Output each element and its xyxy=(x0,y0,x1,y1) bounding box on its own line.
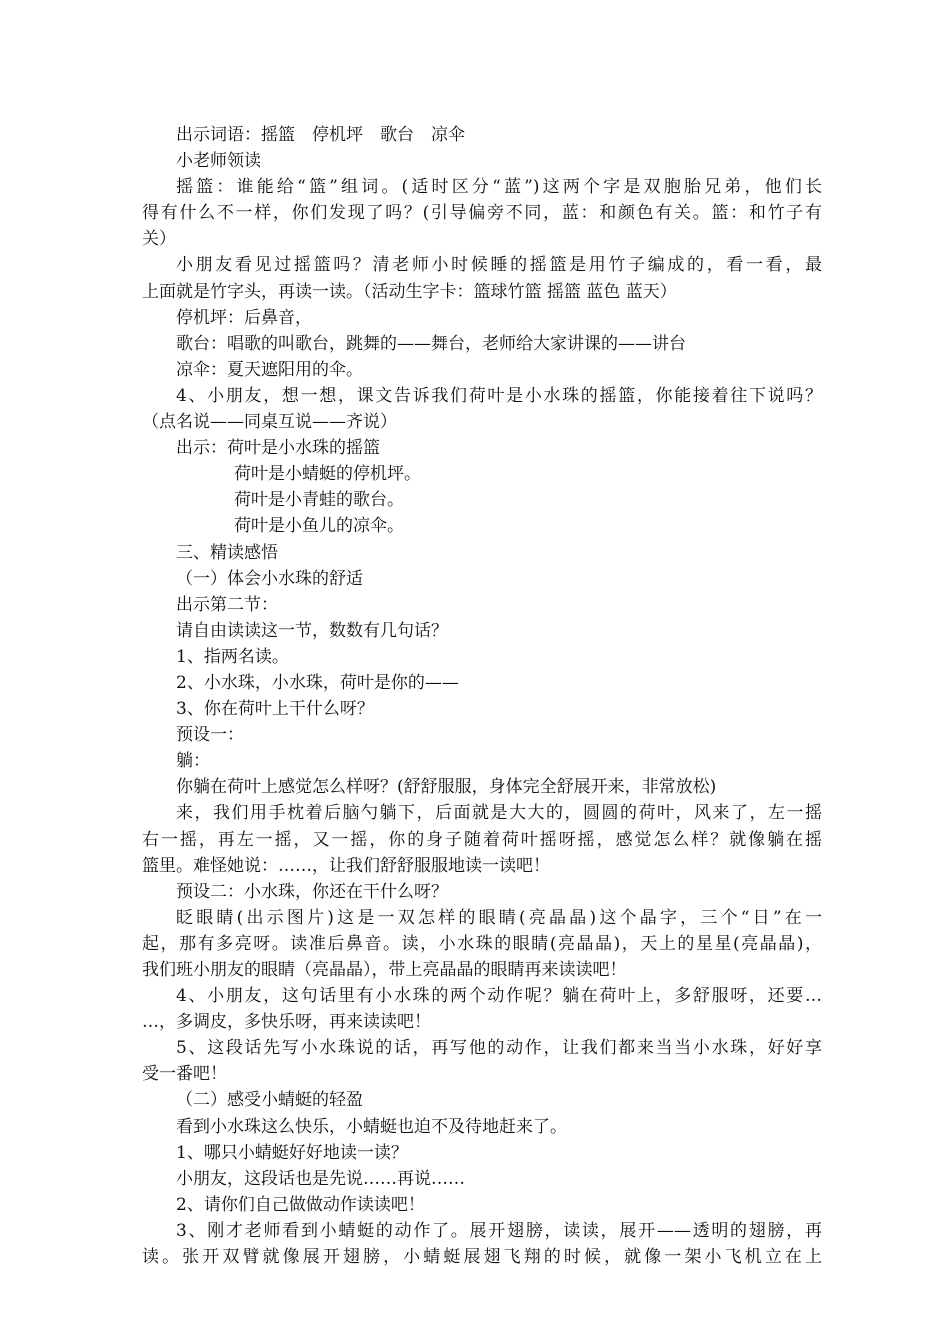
text-line: 小朋友看见过摇篮吗？清老师小时候睡的摇篮是用竹子编成的，看一看，最 xyxy=(176,255,822,276)
text-line: 荷叶是小蜻蜓的停机坪。 xyxy=(234,464,421,485)
text-line: 停机坪：后鼻音， xyxy=(176,307,312,328)
text-line: 起，那有多亮呀。读准后鼻音。读，小水珠的眼睛(亮晶晶)，天上的星星(亮晶晶)， xyxy=(142,933,822,954)
text-line: 读。张开双臂就像展开翅膀，小蜻蜓展翅飞翔的时候，就像一架小飞机立在上 xyxy=(142,1247,822,1268)
text-line: 篮里。难怪她说：……，让我们舒舒服服地读一读吧！ xyxy=(142,855,550,876)
text-line: 来，我们用手枕着后脑勺躺下，后面就是大大的，圆圆的荷叶，风来了，左一摇 xyxy=(176,803,822,824)
text-line: 2、小水珠，小水珠，荷叶是你的—— xyxy=(176,672,459,693)
text-line: 预设一： xyxy=(176,725,244,746)
subsection-heading: （一）体会小水珠的舒适 xyxy=(176,568,363,589)
section-heading: 三、精读感悟 xyxy=(176,542,278,563)
text-line: 凉伞：夏天遮阳用的伞。 xyxy=(176,359,363,380)
text-line: 得有什么不一样，你们发现了吗？(引导偏旁不同，蓝：和颜色有关。篮：和竹子有 xyxy=(142,203,822,224)
text-line: 受一番吧！ xyxy=(142,1064,227,1085)
text-line: 5、这段话先写小水珠说的话，再写他的动作，让我们都来当当小水珠，好好享 xyxy=(176,1038,822,1059)
text-line: 出示：荷叶是小水珠的摇篮 xyxy=(176,438,380,459)
text-line: 预设二：小水珠，你还在干什么呀？ xyxy=(176,881,448,902)
text-line: （点名说——同桌互说——齐说） xyxy=(142,412,397,433)
text-line: 躺： xyxy=(176,751,210,772)
text-line: 小老师领读 xyxy=(176,151,261,172)
text-line: 4、小朋友，想一想，课文告诉我们荷叶是小水珠的摇篮，你能接着往下说吗？ xyxy=(176,385,822,406)
text-line: …，多调皮，多快乐呀，再来读读吧！ xyxy=(142,1012,431,1033)
text-line: 荷叶是小鱼儿的凉伞。 xyxy=(234,516,404,537)
text-line: 1、指两名读。 xyxy=(176,646,289,667)
subsection-heading: （二）感受小蜻蜓的轻盈 xyxy=(176,1090,363,1111)
text-line: 右一摇，再左一摇，又一摇，你的身子随着荷叶摇呀摇，感觉怎么样？就像躺在摇 xyxy=(142,829,822,850)
text-line: 2、请你们自己做做动作读读吧！ xyxy=(176,1194,425,1215)
text-line: 小朋友，这段话也是先说……再说…… xyxy=(176,1168,465,1189)
text-line: 你躺在荷叶上感觉怎么样呀？(舒舒服服，身体完全舒展开来，非常放松) xyxy=(176,777,717,798)
text-line: 关） xyxy=(142,229,176,250)
text-line: 歌台：唱歌的叫歌台，跳舞的——舞台，老师给大家讲课的——讲台 xyxy=(176,333,686,354)
text-line: 出示词语：摇篮 停机坪 歌台 凉伞 xyxy=(176,125,465,145)
text-line: 看到小水珠这么快乐，小蜻蜓也迫不及待地赶来了。 xyxy=(176,1116,567,1137)
text-line: 3、刚才老师看到小蜻蜓的动作了。展开翅膀，读读，展开——透明的翅膀，再 xyxy=(176,1220,822,1241)
text-line: 眨眼睛(出示图片)这是一双怎样的眼睛(亮晶晶)这个晶字，三个“日”在一 xyxy=(176,907,822,928)
document-body xyxy=(142,122,822,1270)
text-line: 3、你在荷叶上干什么呀？ xyxy=(176,699,374,720)
text-line: 我们班小朋友的眼睛（亮晶晶），带上亮晶晶的眼睛再来读读吧！ xyxy=(142,960,627,980)
text-line: 上面就是竹字头，再读一读。（活动生字卡：篮球竹篮 摇篮 蓝色 蓝天） xyxy=(142,281,677,302)
text-line: 出示第二节： xyxy=(176,594,278,615)
text-line: 摇篮：谁能给“篮”组词。(适时区分“蓝”)这两个字是双胞胎兄弟，他们长 xyxy=(176,177,822,198)
text-line: 1、哪只小蜻蜓好好地读一读？ xyxy=(176,1142,408,1163)
text-line: 荷叶是小青蛙的歌台。 xyxy=(234,490,404,511)
text-line: 请自由读读这一节，数数有几句话？ xyxy=(176,620,448,641)
text-line: 4、小朋友，这句话里有小水珠的两个动作呢？躺在荷叶上，多舒服呀，还要… xyxy=(176,986,822,1007)
